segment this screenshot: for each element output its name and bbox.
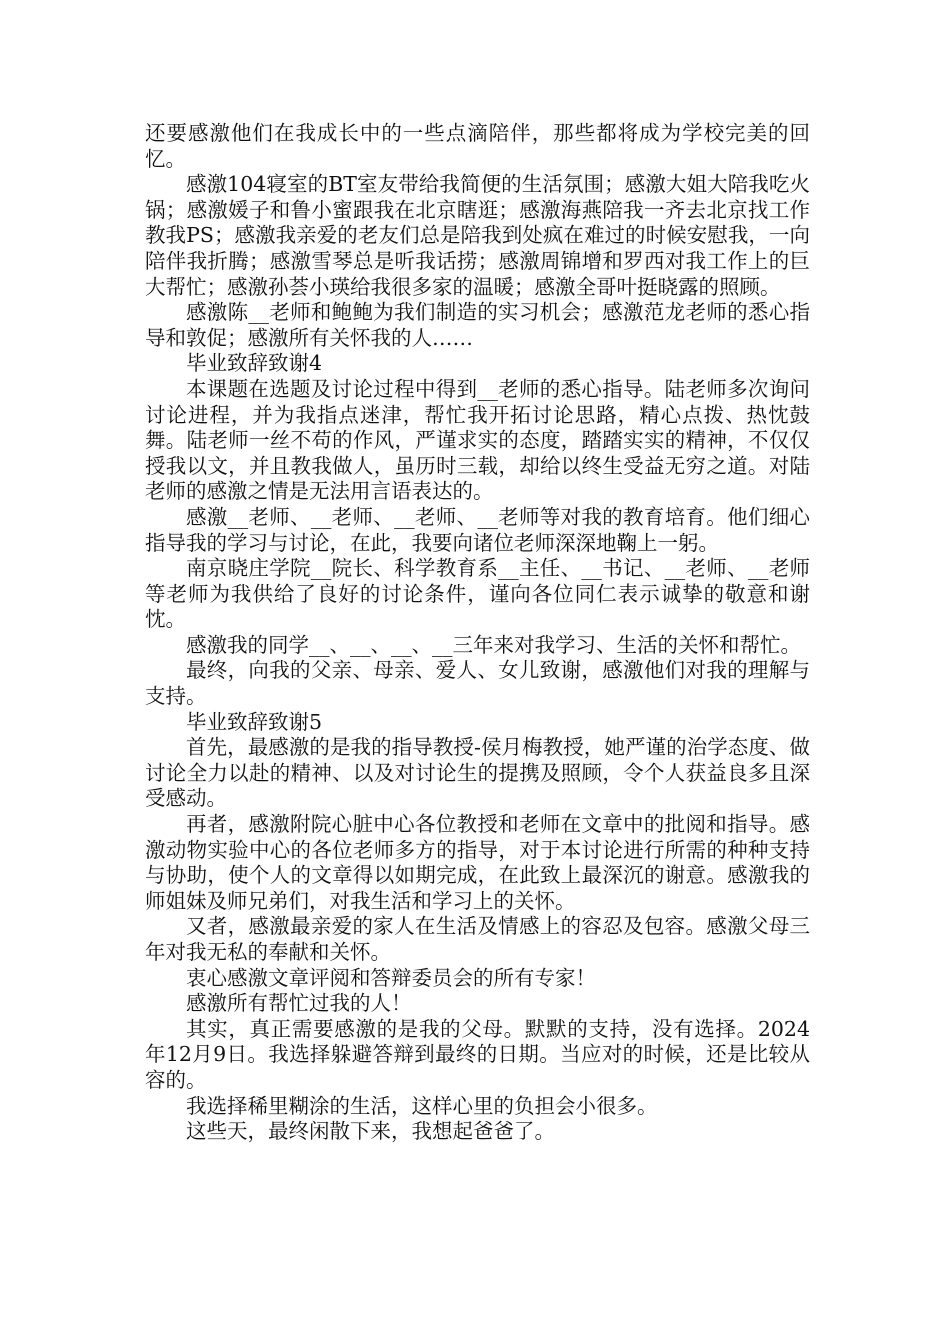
paragraph-12: 再者，感激附院心脏中心各位教授和老师在文章中的批阅和指导。感激动物实验中心的各位老师多方的指导，对于本讨论进行所需的种种支持与协助，使个人的文章得以如期完成，在此致上最深沉的谢意。感激我的师姐妹及师兄弟们，对我生活和学习上的关怀。 <box>145 812 810 913</box>
section-heading-4: 毕业致辞致谢4 <box>186 351 323 376</box>
paragraph-14: 衷心感激文章评阅和答辩委员会的所有专家！ <box>186 965 596 990</box>
paragraph-8: 感激我的同学__、__、__、__三年来对我学习、生活的关怀和帮忙。 <box>186 632 801 657</box>
paragraph-13: 又者，感激最亲爱的家人在生活及情感上的容忍及包容。感激父母三年对我无私的奉献和关怀。 <box>145 914 810 964</box>
paragraph-3: 感激陈__老师和鲍鲍为我们制造的实习机会；感激范龙老师的悉心指导和敦促；感激所有关怀我的人…… <box>145 300 810 350</box>
paragraph-7: 南京晓庄学院__院长、科学教育系__主任、__书记、__老师、__老师等老师为我供给了良好的讨论条件，谨向各位同仁表示诚挚的敬意和谢忱。 <box>145 556 810 632</box>
paragraph-16: 其实，真正需要感激的是我的父母。默默的支持，没有选择。2024年12月9日。我选择躲避答辩到最终的日期。当应对的时候，还是比较从容的。 <box>145 1016 810 1092</box>
paragraph-18: 这些天，最终闲散下来，我想起爸爸了。 <box>186 1119 555 1144</box>
paragraph-6: 感激__老师、__老师、__老师、__老师等对我的教育培育。他们细心指导我的学习与讨论，在此，我要向诸位老师深深地鞠上一躬。 <box>145 504 810 555</box>
paragraph-15: 感激所有帮忙过我的人！ <box>186 991 412 1016</box>
document-body <box>145 121 810 1145</box>
paragraph-17: 我选择稀里糊涂的生活，这样心里的负担会小很多。 <box>186 1093 658 1118</box>
paragraph-5: 本课题在选题及讨论过程中得到__老师的悉心指导。陆老师多次询问讨论进程，并为我指点迷津，帮忙我开拓讨论思路，精心点拨、热忱鼓舞。陆老师一丝不苟的作风，严谨求实的态度，踏踏实实的精神，不仅仅授我以文，并且教我做人，虽历时三载，却给以终生受益无穷之道。对陆老师的感激之情是无法用言语表达的。 <box>145 376 810 504</box>
section-heading-5: 毕业致辞致谢5 <box>186 709 323 734</box>
paragraph-2: 感激104寝室的BT室友带给我简便的生活氛围；感激大姐大陪我吃火锅；感激媛子和鲁小蜜跟我在北京瞎逛；感激海燕陪我一齐去北京找工作教我PS；感激我亲爱的老友们总是陪我到处疯在难过的时候安慰我，一向陪伴我折腾；感激雪琴总是听我话捞；感激周锦增和罗西对我工作上的巨大帮忙；感激孙荟小瑛给我很多家的温暖；感激全哥叶挺晓露的照顾。 <box>145 172 810 299</box>
paragraph-9: 最终，向我的父亲、母亲、爱人、女儿致谢，感激他们对我的理解与支持。 <box>145 658 810 709</box>
paragraph-11: 首先，最感激的是我的指导教授-侯月梅教授，她严谨的治学态度、做讨论全力以赴的精神、以及对讨论生的提携及照顾，令个人获益良多且深受感动。 <box>145 735 810 811</box>
paragraph-1: 还要感激他们在我成长中的一些点滴陪伴，那些都将成为学校完美的回忆。 <box>145 121 810 171</box>
